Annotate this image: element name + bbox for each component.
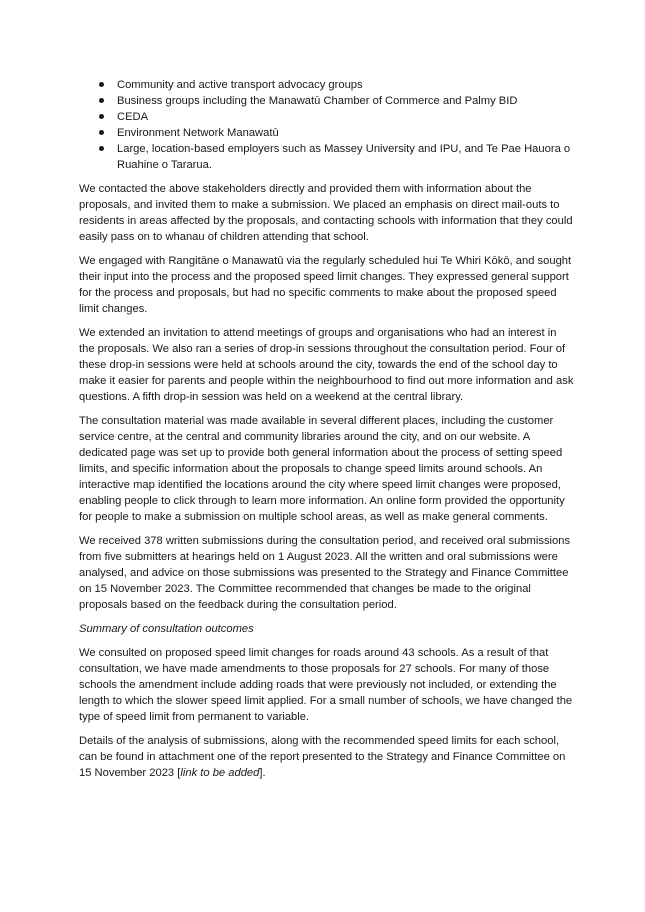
list-item-text: Environment Network Manawatū [117,127,279,139]
paragraph-stakeholder-contact: We contacted the above stakeholders directly and provided them with information about the proposals, and invited them to make a submission. We placed an emphasis on direct mail-outs to residents in areas affected by the proposals, and contacting schools with information that they could easily pass on to whanau of children attending that school. [79,183,573,243]
stakeholder-list [79,77,575,173]
analysis-text-after: ]. [259,767,266,779]
paragraph-iwi-engagement: We engaged with Rangitāne o Manawatū via the regularly scheduled hui Te Whiri Kōkō, and sought their input into the process and the proposed speed limit changes. They expressed general support for the process and proposals, but had no specific comments to make about the proposed speed limit changes. [79,255,572,315]
list-item [79,93,575,109]
paragraph-analysis-details [79,733,575,781]
analysis-text-before: Details of the analysis of submissions, along with the recommended speed limits for each school, can be found in attachment one of the report presented to the Strategy and Finance Committee on 15 November 2023 [ [79,735,566,779]
bullet-icon [99,82,104,87]
paragraph-submissions-received: We received 378 written submissions during the consultation period, and received oral submissions from five submitters at hearings held on 1 August 2023. All the written and oral submissions were analysed, and advice on those submissions was presented to the Strategy and Finance Committee on 15 November 2023. The Committee recommended that changes be made to the original proposals based on the feedback during the consultation period. [79,535,571,611]
list-item-text: Business groups including the Manawatū Chamber of Commerce and Palmy BID [117,95,518,107]
list-item [79,109,575,125]
paragraph-consultation-material: The consultation material was made available in several different places, including the customer service centre, at the central and community libraries around the city, and on our website. A dedicated page was set up to provide both general information about the process of setting speed limits, and specific information about the proposals to change speed limits around schools. An interactive map identified the locations around the city where speed limit changes were proposed, enabling people to click through to learn more information. An online form provided the opportunity for people to make a submission on multiple school areas, as well as make general comments. [79,415,565,523]
paragraph-drop-in-sessions: We extended an invitation to attend meetings of groups and organisations who had an interest in the proposals. We also ran a series of drop-in sessions throughout the consultation period. Four of these drop-in sessions were held at schools around the city, towards the end of the school day to make it easier for parents and people within the neighbourhood to find out more information and ask questions. A fifth drop-in session was held on a weekend at the central library. [79,327,574,403]
paragraph-outcomes: We consulted on proposed speed limit changes for roads around 43 schools. As a result of that consultation, we have made amendments to those proposals for 27 schools. For many of those schools the amendment include adding roads that were previously not included, or extending the length to which the slower speed limit applied. For a small number of schools, we have changed the type of speed limit from permanent to variable. [79,647,573,723]
list-item [79,141,575,173]
bullet-icon [99,146,104,151]
bullet-icon [99,130,104,135]
list-item [79,125,575,141]
bullet-icon [99,114,104,119]
section-heading: Summary of consultation outcomes [79,623,254,635]
list-item-text: Community and active transport advocacy groups [117,79,363,91]
list-item-text: Large, location-based employers such as Massey University and IPU, and Te Pae Hauora o Ruahine o Tararua. [117,143,571,171]
link-placeholder: link to be added [180,767,260,779]
list-item-text: CEDA [117,111,149,123]
list-item [79,77,575,93]
bullet-icon [99,98,104,103]
